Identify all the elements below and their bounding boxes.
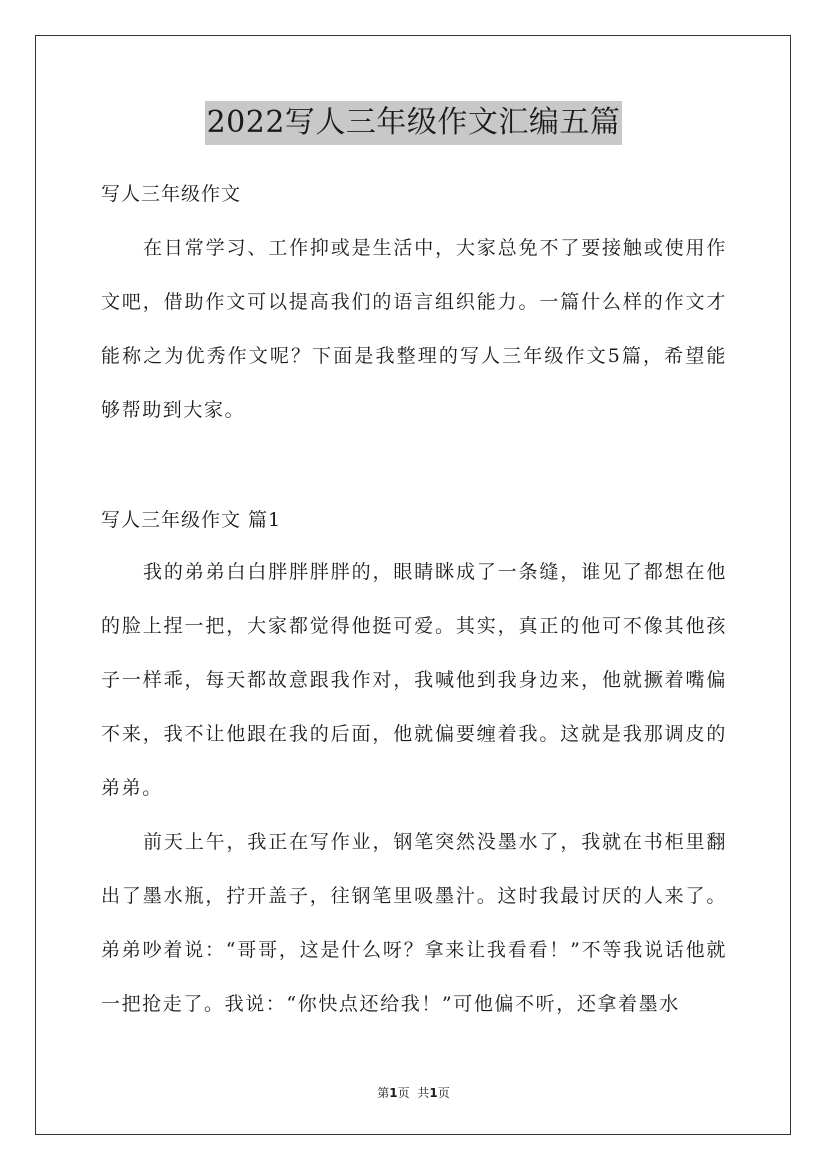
footer-total-number: 1 [429, 1086, 438, 1100]
page-footer [0, 1084, 827, 1101]
piece-1-paragraph-2: 前天上午，我正在写作业，钢笔突然没墨水了，我就在书柜里翻出了墨水瓶，拧开盖子，往钢笔里吸墨汁。这时我最讨厌的人来了。弟弟吵着说：“哥哥，这是什么呀？拿来让我看看！”不等我说话他就一把抢走了。我说：“你快点还给我！”可他偏不听，还拿着墨水 [101, 831, 727, 1015]
document-title: 2022写人三年级作文汇编五篇 [205, 101, 623, 145]
title-wrapper [0, 101, 827, 145]
section-heading: 写人三年级作文 [101, 183, 242, 205]
intro-paragraph: 在日常学习、工作抑或是生活中，大家总免不了要接触或使用作文吧，借助作文可以提高我们的语言组织能力。一篇什么样的作文才能称之为优秀作文呢？下面是我整理的写人三年级作文5篇，希望能够帮助到大家。 [101, 237, 727, 421]
footer-page-number: 1 [389, 1086, 398, 1100]
footer-total-suffix: 页 [437, 1086, 450, 1100]
piece-1-paragraph-1: 我的弟弟白白胖胖胖胖的，眼睛眯成了一条缝，谁见了都想在他的脸上捏一把，大家都觉得他挺可爱。其实，真正的他可不像其他孩子一样乖，每天都故意跟我作对，我喊他到我身边来，他就撅着嘴偏不来，我不让他跟在我的后面，他就偏要缠着我。这就是我那调皮的弟弟。 [101, 561, 727, 799]
piece-1-heading: 写人三年级作文 篇1 [101, 509, 282, 531]
footer-page-prefix: 第 [377, 1086, 390, 1100]
footer-page-suffix: 页 [397, 1086, 410, 1100]
footer-total-prefix: 共 [417, 1086, 430, 1100]
